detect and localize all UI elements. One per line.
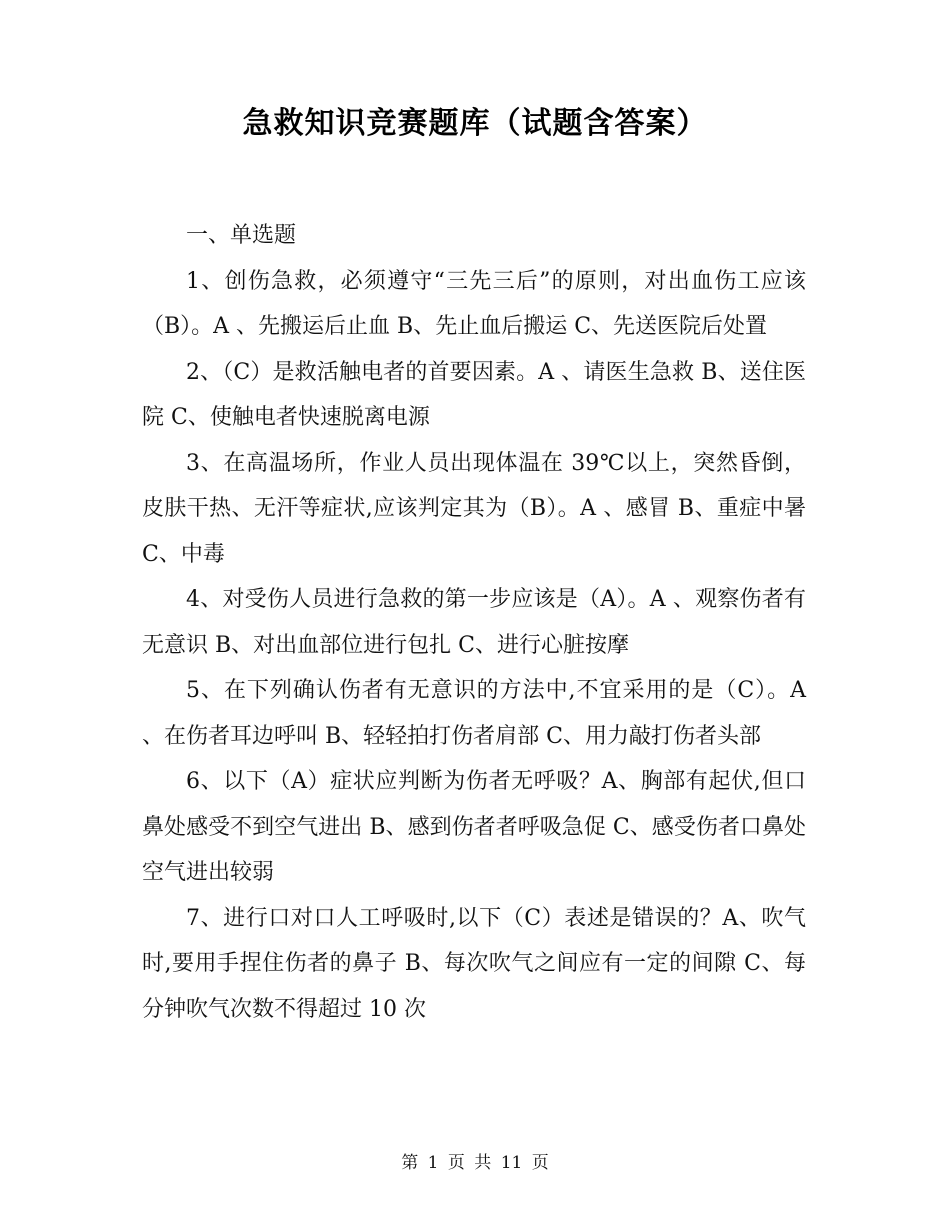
question-6: 6、以下（A）症状应判断为伤者无呼吸？A、胸部有起伏,但口鼻处感受不到空气进出 B、感到伤者者呼吸急促 C、感受伤者口鼻处空气进出较弱 — [142, 769, 806, 885]
question-4: 4、对受伤人员进行急救的第一步应该是（A）。A 、观察伤者有无意识 B、对出血部位进行包扎 C、进行心脏按摩 — [142, 587, 806, 658]
question-2: 2、（C）是救活触电者的首要因素。A 、请医生急救 B、送住医院 C、使触电者快速脱离电源 — [142, 359, 806, 430]
question-5: 5、在下列确认伤者有无意识的方法中,不宜采用的是（C）。A 、在伤者耳边呼叫 B、轻轻拍打伤者肩部 C、用力敲打伤者头部 — [142, 678, 806, 749]
page-number-footer: 第 1 页 共 11 页 — [401, 1153, 549, 1173]
document-title: 急救知识竞赛题库（试题含答案） — [242, 106, 708, 141]
section-heading: 一、单选题 — [186, 223, 297, 248]
question-7: 7、进行口对口人工呼吸时,以下（C）表述是错误的？A、吹气时,要用手捏住伤者的鼻子 B、每次吹气之间应有一定的间隙 C、每分钟吹气次数不得超过 10 次 — [142, 905, 806, 1022]
question-3: 3、在高温场所，作业人员出现体温在 39℃以上，突然昏倒，皮肤干热、无汗等症状,应该判定其为（B）。A 、感冒 B、重症中暑 C、中毒 — [142, 450, 806, 567]
document-body — [142, 213, 806, 1032]
question-1: 1、创伤急救，必须遵守“三先三后”的原则，对出血伤工应该（B）。A 、先搬运后止血 B、先止血后搬运 C、先送医院后处置 — [142, 268, 806, 339]
